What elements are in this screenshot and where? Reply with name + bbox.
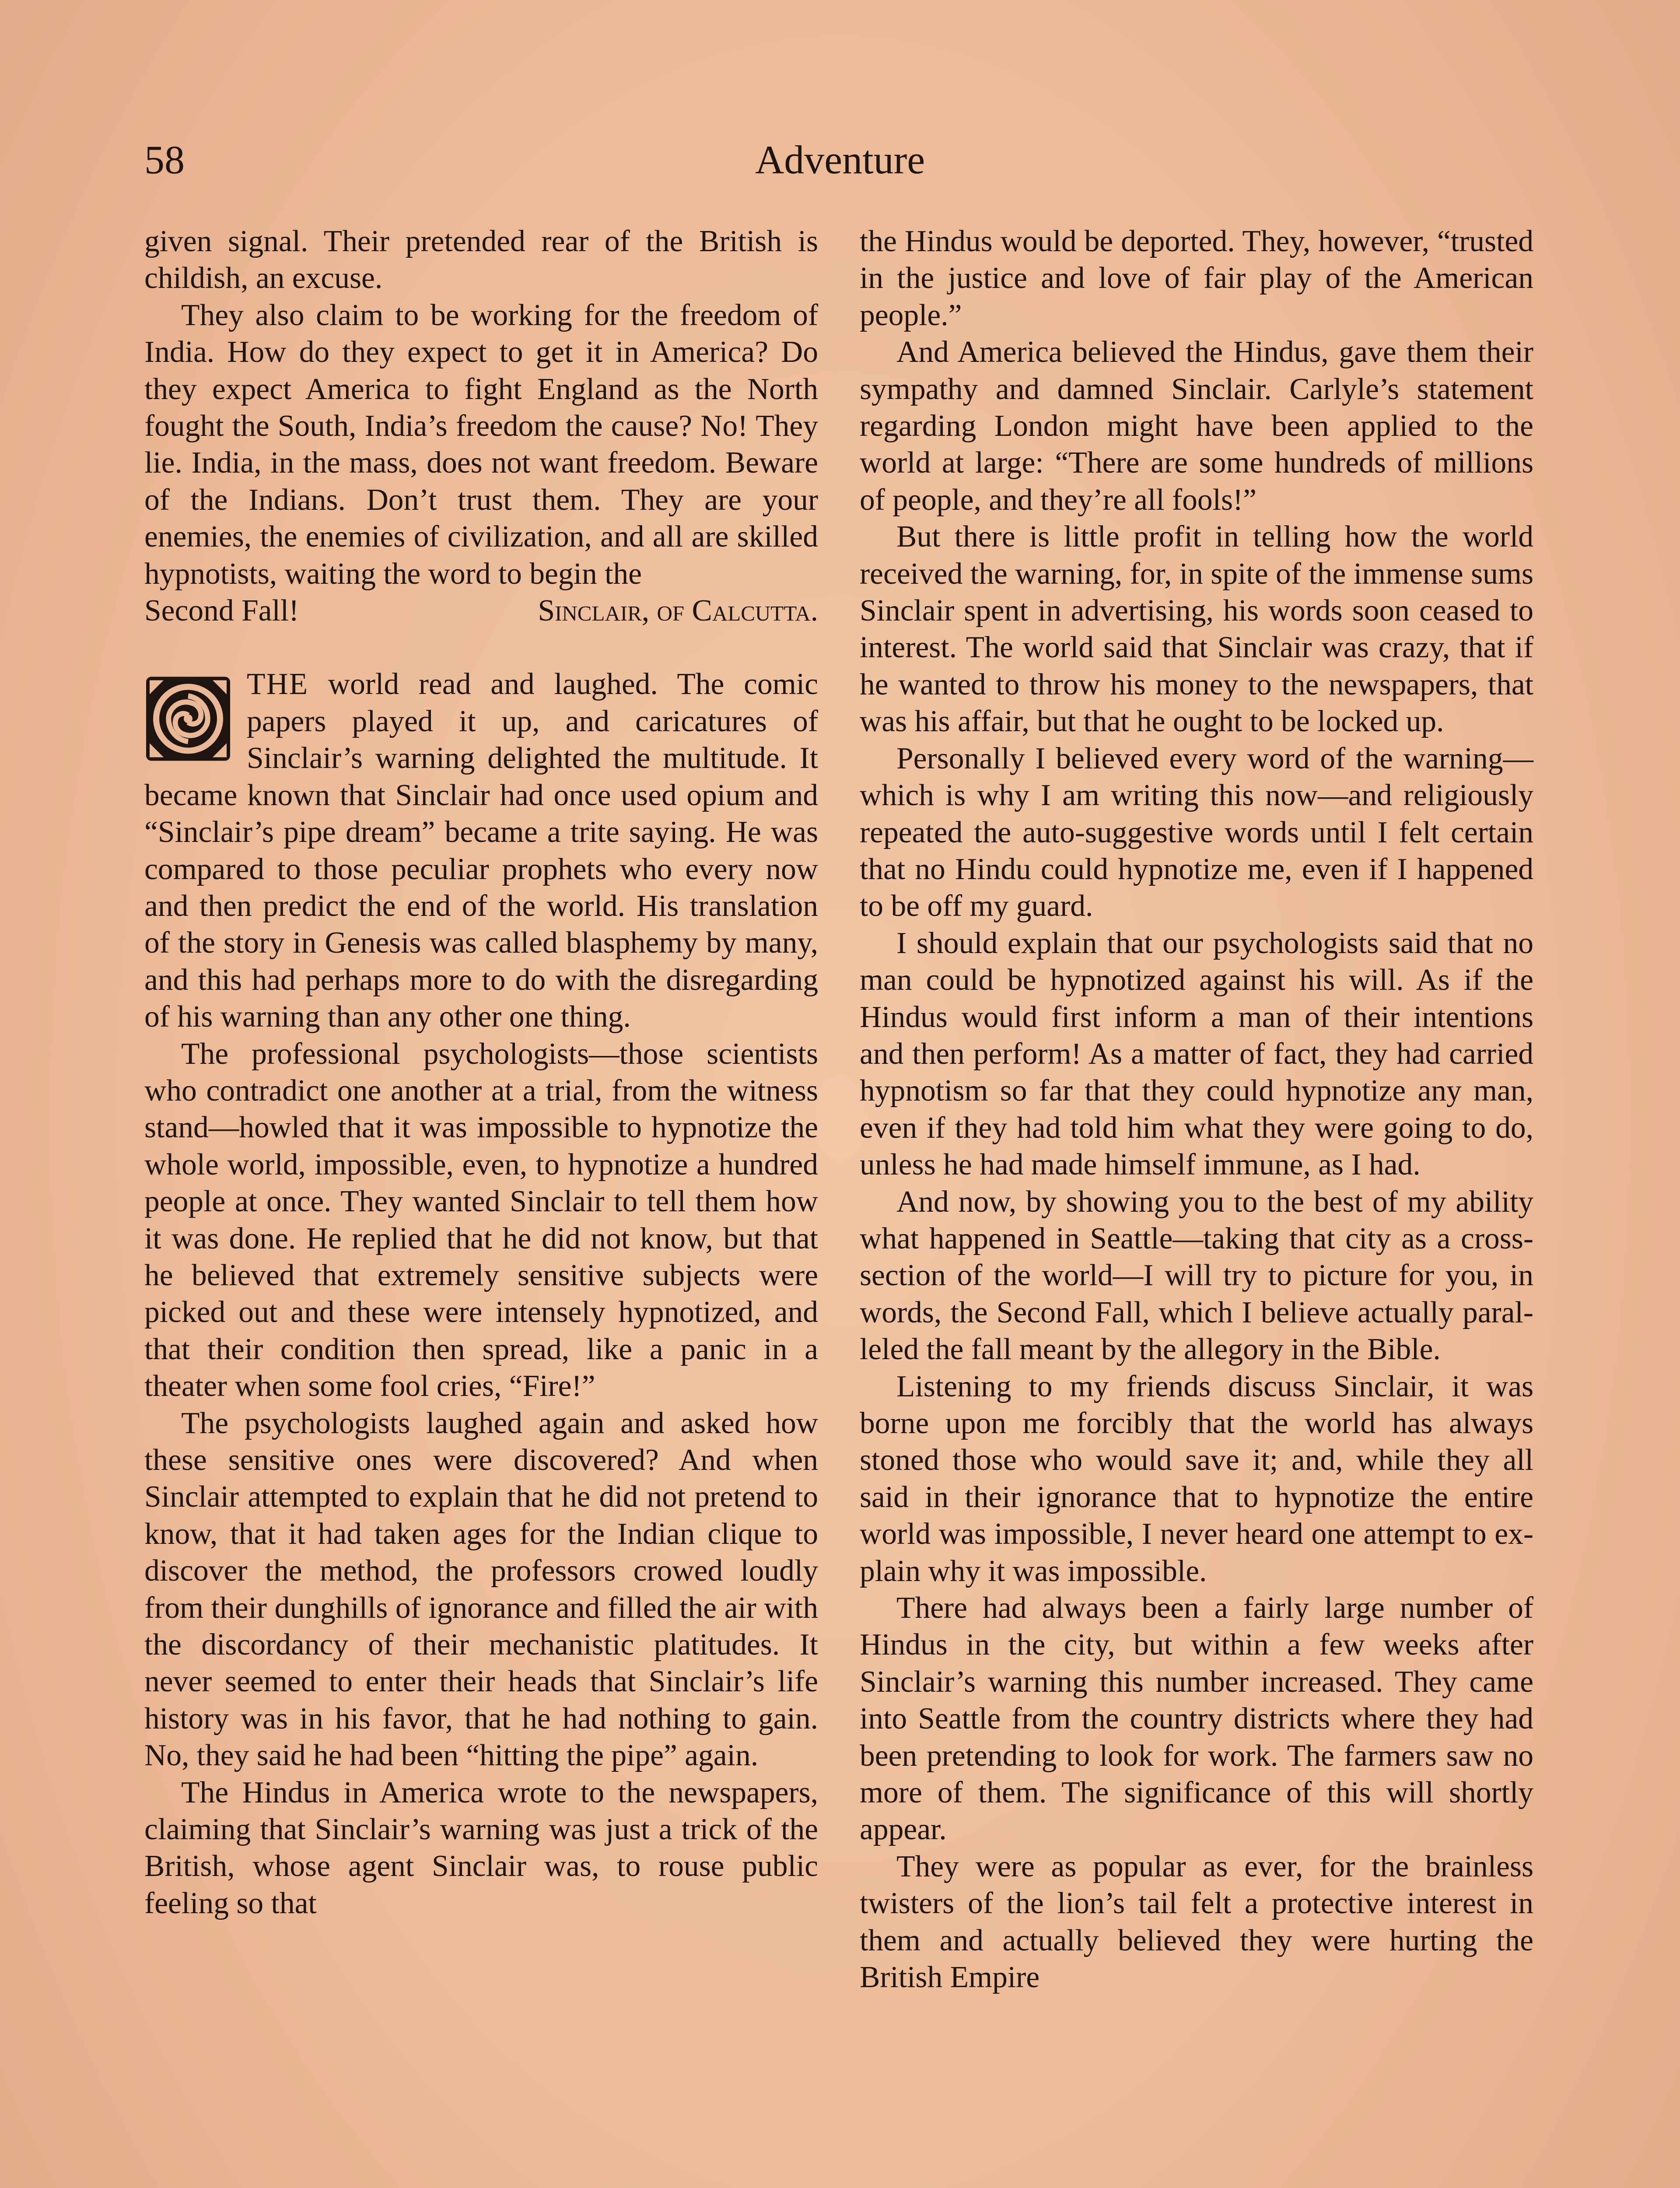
paragraph: There had always been a fairly large number of Hindus in the city, but within a few weeks after Sinclair’s warning this number increased. They came into Seattle from the country districts where they had been pretending to look for work. The farmers saw no more of them. The significance of this will shortly appear.	[860, 1591, 1533, 1847]
letter-signoff	[144, 593, 818, 629]
paragraph: And now, by showing you to the best of my ability what happened in Seattle—taking that city as a cross-section of the world—I will try to picture for you, in words, the Second Fall, which I believe actually paralleled the fall meant by the allegory in the Bible.	[860, 1185, 1533, 1367]
section-break	[144, 629, 818, 666]
page-header	[144, 131, 1536, 188]
paragraph	[144, 666, 818, 1035]
paragraph: Listening to my friends discuss Sinclair, it was borne upon me forcibly that the world has always stoned those who would save it; and, while they all said in their ignorance that to hypnotize the entire world was impossible, I never heard one attempt to explain why it was impossible.	[860, 1369, 1533, 1588]
paragraph-text: world read and laughed. The comic papers played it up, and caricatures of Sinclair’s warning delighted the multitude. It became known that Sinclair had once used opium and “Sinclair’s pipe dream” became a trite saying. He was compared to those peculiar prophets who every now and then predict the end of the world. His translation of the story in Genesis was called blasphemy by many, and this had perhaps more to do with the disregarding of his warning than any other one thing.	[144, 667, 819, 1034]
drop-word: THE	[247, 667, 309, 701]
paragraph: The psychologists laughed again and asked how these sensitive ones were discovered? And when Sinclair attempted to explain that he did not pretend to know, that it had taken ages for the Indian clique to discover the method, the professors crowed loudly from their dunghills of ignorance and filled the air with the discordancy of their mechanistic platitudes. It never seemed to enter their heads that Sinclair’s life history was in his favor, that he had nothing to gain. No, they said he had been “hitting the pipe” again.	[144, 1406, 818, 1773]
right-column	[860, 223, 1533, 1996]
spiral-ornament-icon	[144, 674, 232, 764]
letter-text: They also claim to be working for the freedom of India. How do they expect to get it in America? Do they expect America to fight England as the North fought the South, India’s freedom the cause? No! They lie. India, in the mass, does not want freedom. Beware of the Indians. Don’t trust them. They are your enemies, the enemies of civilization, and all are skilled hypnotists, waiting the word to begin the	[144, 298, 818, 591]
page-number: 58	[144, 137, 185, 182]
paragraph: the Hindus would be deported. They, however, “trusted in the justice and love of fair play of the American people.”	[860, 224, 1533, 332]
left-column	[144, 223, 818, 1922]
paragraph	[144, 297, 818, 593]
paragraph: The Hindus in America wrote to the newspapers, claiming that Sinclair’s warning was just a trick of the British, whose agent Sinclair was, to rouse public feeling so that	[144, 1775, 818, 1920]
paragraph: And America believed the Hindus, gave them their sympathy and damned Sinclair. Carlyle’s statement regarding London might have been applied to the world at large: “There are some hundreds of millions of people, and they’re all fools!”	[860, 335, 1533, 517]
paragraph: But there is little profit in telling how the world received the warning, for, in spite of the immense sums Sinclair spent in advertising, his words soon ceased to interest. The world said that Sinclair was crazy, that if he wanted to throw his money to the newspapers, that was his affair, but that he ought to be locked up.	[860, 520, 1533, 739]
running-title: Adventure	[755, 137, 925, 182]
paragraph: I should explain that our psychologists said that no man could be hypnotized against his will. As if the Hindus would first inform a man of their intentions and then perform! As a matter of fact, they had carried hypnotism so far that they could hypnotize any man, even if they had told him what they were going to do, unless he had made himself immune, as I had.	[860, 926, 1533, 1182]
paragraph: given signal. Their pretended rear of the British is childish, an excuse.	[144, 224, 818, 295]
signature: Sinclair, of Calcutta.	[538, 594, 818, 628]
paragraph: The professional psychologists—those scientists who contradict one another at a trial, from the witness stand—howled that it was impossible to hypnotize the whole world, impossible, even, to hypnotize a hundred people at once. They wanted Sinclair to tell them how it was done. He replied that he did not know, but that he believed that extremely sensitive subjects were picked out and these were intensely hypnotized, and that their condition then spread, like a panic in a theater when some fool cries, “Fire!”	[144, 1037, 818, 1403]
signoff-text: Second Fall!	[144, 594, 299, 628]
paragraph: They were as popular as ever, for the brainless twisters of the lion’s tail felt a protective interest in them and actually believed they were hurting the British Empire	[860, 1849, 1533, 1995]
paragraph: Personally I believed every word of the warning—which is why I am writing this now—and religiously repeated the auto-suggestive words until I felt certain that no Hindu could hypnotize me, even if I happened to be off my guard.	[860, 741, 1533, 923]
